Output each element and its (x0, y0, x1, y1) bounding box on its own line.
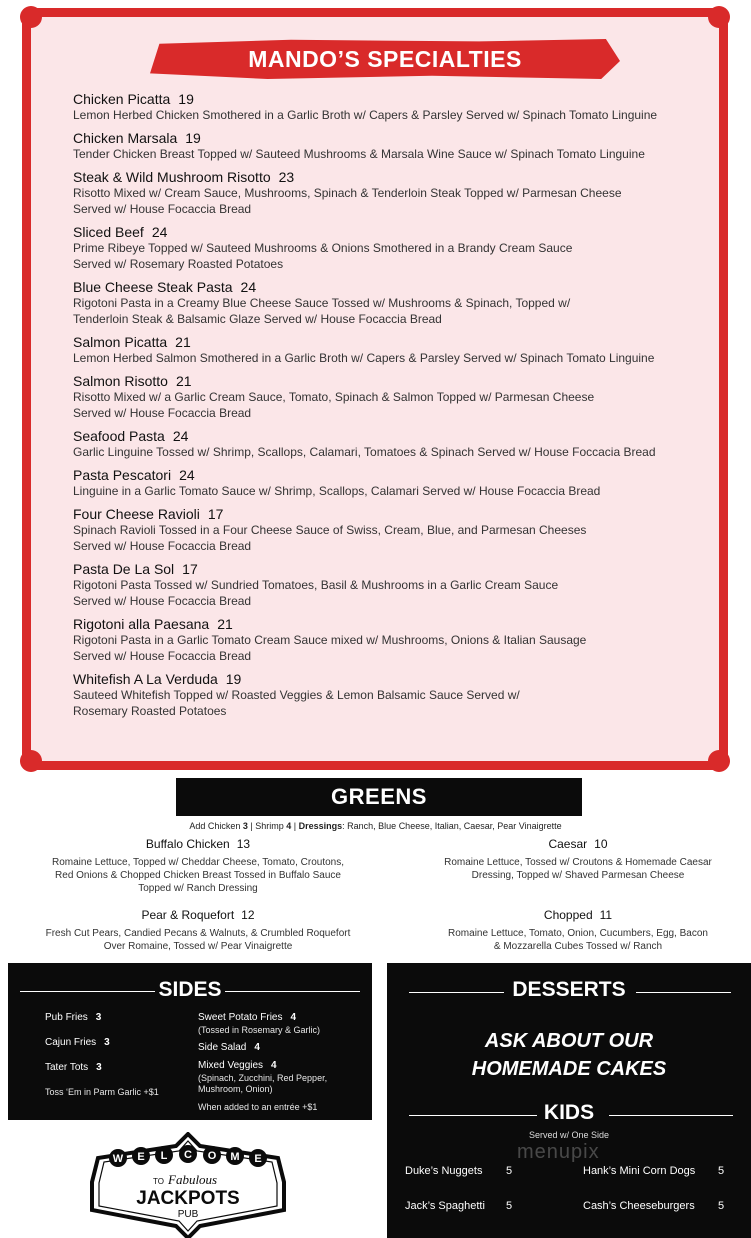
logo-letter: E (254, 1153, 262, 1165)
item-description: Served w/ Rosemary Roasted Potatoes (73, 257, 284, 271)
item-name: Sweet Potato Fries (198, 1012, 283, 1023)
item-description: Prime Ribeye Topped w/ Sauteed Mushrooms & Onions Smothered in a Brandy Cream Sauce (73, 241, 573, 255)
item-name: Pub Fries (45, 1012, 88, 1023)
divider (409, 992, 504, 993)
list-item (73, 279, 723, 327)
divider (636, 992, 731, 993)
item-description: Topped w/ Ranch Dressing (138, 883, 258, 894)
frame-corner (708, 6, 730, 28)
item-name: Pear & Roquefort (141, 908, 235, 922)
item-price: 3 (104, 1037, 110, 1048)
item-description: Served w/ House Focaccia Bread (73, 406, 252, 420)
item-price: 4 (271, 1060, 277, 1071)
item-name: Salmon Risotto (73, 373, 168, 389)
item-price: 3 (95, 1012, 102, 1023)
kids-item-name: Hank’s Mini Corn Dogs (583, 1165, 696, 1177)
item-name: Seafood Pasta (73, 428, 165, 444)
kids-item-name: Duke’s Nuggets (405, 1165, 483, 1177)
add-shrimp-label: | Shrimp (247, 821, 287, 831)
item-name: Rigotoni alla Paesana (73, 616, 210, 632)
item-description: Over Romaine, Tossed w/ Pear Vinaigrette (103, 941, 293, 952)
item-description: Tenderloin Steak & Balsamic Glaze Served w/ House Focaccia Bread (73, 312, 442, 326)
list-item (410, 908, 746, 953)
desserts-line: ASK ABOUT OUR (484, 1030, 654, 1052)
logo-letter: M (230, 1151, 240, 1163)
item-description: & Mozzarella Cubes Tossed w/ Ranch (493, 941, 663, 952)
kids-title: KIDS (543, 1101, 595, 1124)
divider (609, 1115, 733, 1116)
entree-upcharge-note: When added to an entrée +$1 (198, 1102, 318, 1112)
list-item (410, 837, 746, 882)
item-description: Risotto Mixed w/ a Garlic Cream Sauce, Tomato, Spinach & Salmon Topped w/ Parmesan Cheese (73, 390, 595, 404)
list-item (73, 91, 723, 123)
item-price: 24 (151, 224, 168, 240)
item-name: Cajun Fries (45, 1037, 97, 1048)
item-price: 24 (172, 428, 189, 444)
item-name: Four Cheese Ravioli (73, 506, 200, 522)
desserts-kids-panel (387, 963, 751, 1238)
logo-fabulous: Fabulous (168, 1172, 218, 1187)
add-chicken-label: Add Chicken (189, 821, 243, 831)
item-description: Served w/ House Focaccia Bread (73, 649, 252, 663)
item-heading (73, 91, 723, 107)
list-item (73, 169, 723, 217)
item-heading (30, 837, 366, 852)
item-heading (73, 506, 723, 522)
logo-letter: W (112, 1153, 124, 1165)
list-item (45, 1012, 101, 1024)
item-name: Steak & Wild Mushroom Risotto (73, 169, 271, 185)
list-item (198, 1012, 296, 1024)
item-description: Risotto Mixed w/ Cream Sauce, Mushrooms, Spinach & Tenderloin Steak Topped w/ Parmesan Cheese (73, 186, 622, 200)
item-heading (73, 616, 723, 632)
note-separator: | (291, 821, 299, 831)
kids-item-name: Cash’s Cheeseburgers (583, 1200, 695, 1212)
frame-corner (708, 750, 730, 772)
item-description: (Spinach, Zucchini, Red Pepper, (198, 1073, 328, 1083)
kids-item-price: 5 (718, 1165, 725, 1177)
desserts-line: HOMEMADE CAKES (471, 1058, 667, 1080)
item-description: Mushroom, Onion) (198, 1084, 273, 1094)
item-price: 4 (254, 1042, 260, 1053)
item-name: Chopped (543, 908, 593, 922)
divider (20, 991, 155, 992)
list-item (30, 908, 366, 953)
item-name: Salmon Picatta (73, 334, 168, 350)
kids-item-name: Jack’s Spaghetti (405, 1200, 485, 1212)
frame-corner (20, 6, 42, 28)
item-description: Served w/ House Focaccia Bread (73, 539, 252, 553)
item-description: Lemon Herbed Chicken Smothered in a Garlic Broth w/ Capers & Parsley Served w/ Spinach Tomato Linguine (73, 108, 658, 122)
item-name: Pasta De La Sol (73, 561, 175, 577)
sides-title: SIDES (158, 978, 222, 1001)
item-name: Mixed Veggies (198, 1060, 264, 1071)
divider (409, 1115, 537, 1116)
item-price: 21 (175, 334, 191, 350)
item-heading (73, 334, 723, 350)
item-heading (73, 561, 723, 577)
item-price: 4 (290, 1012, 297, 1023)
item-price: 19 (185, 130, 201, 146)
logo-letter: E (137, 1151, 145, 1163)
list-item (73, 130, 723, 162)
item-description: Romaine Lettuce, Tossed w/ Croutons & Homemade Caesar (444, 857, 712, 868)
logo-pub: PUB (177, 1209, 199, 1220)
logo-to: TO (153, 1177, 164, 1186)
logo-letter: O (207, 1150, 217, 1162)
item-price: 11 (599, 908, 613, 922)
frame-corner (20, 750, 42, 772)
add-chicken-price: 3 (242, 821, 248, 831)
kids-item-price: 5 (506, 1165, 513, 1177)
item-description: Served w/ House Focaccia Bread (73, 594, 252, 608)
item-heading (30, 908, 366, 923)
item-price: 19 (225, 671, 242, 687)
item-name: Tater Tots (45, 1062, 89, 1073)
item-description: Spinach Ravioli Tossed in a Four Cheese Sauce of Swiss, Cream, Blue, and Parmesan Cheeses (73, 523, 587, 537)
item-description: Dressing, Topped w/ Shaved Parmesan Cheese (471, 870, 685, 881)
item-name: Chicken Picatta (73, 91, 171, 107)
item-heading (73, 467, 723, 483)
item-price: 24 (240, 279, 257, 295)
item-heading (73, 428, 723, 444)
list-item (45, 1037, 110, 1049)
item-description: Romaine Lettuce, Tomato, Onion, Cucumbers, Egg, Bacon (448, 928, 708, 939)
desserts-message (387, 1027, 751, 1083)
item-description: Red Onions & Chopped Chicken Breast Tossed in Buffalo Sauce (55, 870, 341, 881)
item-description: Rigotoni Pasta Tossed w/ Sundried Tomatoes, Basil & Mushrooms in a Garlic Cream Sauce (73, 578, 559, 592)
item-name: Sliced Beef (73, 224, 144, 240)
list-item (73, 506, 723, 554)
item-description: Garlic Linguine Tossed w/ Shrimp, Scallops, Calamari, Tomatoes & Spinach Served w/ House Foccacia Bread (73, 445, 656, 459)
item-price: 17 (207, 506, 224, 522)
item-heading (410, 908, 746, 923)
item-price: 24 (179, 467, 195, 483)
logo-letter: L (160, 1150, 168, 1162)
item-heading (73, 279, 723, 295)
item-name: Pasta Pescatori (73, 467, 172, 483)
item-description: Linguine in a Garlic Tomato Sauce w/ Shrimp, Scallops, Calamari Served w/ House Focaccia Bread (73, 484, 601, 498)
item-price: 21 (175, 373, 192, 389)
list-item (198, 1060, 277, 1072)
list-item (73, 224, 723, 272)
item-description: Romaine Lettuce, Topped w/ Cheddar Cheese, Tomato, Croutons, (51, 857, 345, 868)
item-description: Tender Chicken Breast Topped w/ Sauteed Mushrooms & Marsala Wine Sauce w/ Spinach Tomato Linguine (73, 147, 645, 161)
item-description: Rigotoni Pasta in a Creamy Blue Cheese Sauce Tossed w/ Mushrooms & Spinach, Topped w/ (73, 296, 571, 310)
jackpots-pub-logo (88, 1132, 288, 1238)
item-description: Lemon Herbed Salmon Smothered in a Garlic Broth w/ Capers & Parsley Served w/ Spinach Tomato Linguine (73, 351, 655, 365)
greens-title: GREENS (176, 778, 582, 816)
list-item (30, 837, 366, 895)
item-price: 12 (241, 908, 255, 922)
kids-item-price: 5 (718, 1200, 725, 1212)
specialties-title: MANDO’S SPECIALTIES (248, 46, 522, 72)
dressings-label: Dressings (298, 821, 343, 831)
dressings-list: : Ranch, Blue Cheese, Italian, Caesar, Pear Vinaigrette (342, 821, 562, 831)
desserts-title: DESSERTS (512, 978, 626, 1001)
item-heading (73, 373, 723, 389)
kids-note: Served w/ One Side (528, 1130, 610, 1140)
sides-panel (8, 963, 372, 1120)
item-price: 3 (96, 1062, 102, 1073)
list-item (198, 1042, 260, 1054)
specialties-list (73, 91, 723, 726)
list-item (73, 467, 723, 499)
item-price: 10 (594, 837, 608, 851)
item-description: Rigotoni Pasta in a Garlic Tomato Cream Sauce mixed w/ Mushrooms, Onions & Italian Sausage (73, 633, 587, 647)
item-name: Side Salad (198, 1042, 247, 1053)
list-item (73, 373, 723, 421)
kids-item-price: 5 (506, 1200, 513, 1212)
add-shrimp-price: 4 (286, 821, 292, 831)
divider (225, 991, 360, 992)
item-heading (73, 169, 723, 185)
item-price: 19 (178, 91, 194, 107)
item-heading (73, 224, 723, 240)
list-item (73, 671, 723, 719)
list-item (45, 1062, 102, 1074)
item-description: Rosemary Roasted Potatoes (73, 704, 227, 718)
list-item (73, 428, 723, 460)
item-name: Chicken Marsala (73, 130, 178, 146)
item-name: Whitefish A La Verduda (73, 671, 218, 687)
item-price: 17 (182, 561, 198, 577)
item-price: 13 (236, 837, 251, 851)
item-name: Blue Cheese Steak Pasta (73, 279, 233, 295)
list-item (73, 334, 723, 366)
item-description: Served w/ House Focaccia Bread (73, 202, 252, 216)
item-heading (73, 671, 723, 687)
item-heading (73, 130, 723, 146)
item-description: Sauteed Whitefish Topped w/ Roasted Veggies & Lemon Balsamic Sauce Served w/ (73, 688, 520, 702)
item-price: 21 (217, 616, 233, 632)
item-heading (410, 837, 746, 852)
item-name: Caesar (548, 837, 588, 851)
item-price: 23 (278, 169, 295, 185)
item-description: (Tossed in Rosemary & Garlic) (198, 1025, 321, 1035)
item-name: Buffalo Chicken (145, 837, 230, 851)
greens-add-ons-note (0, 821, 751, 831)
list-item (73, 616, 723, 664)
list-item (73, 561, 723, 609)
logo-letter: C (184, 1149, 192, 1161)
watermark: menupix (517, 1141, 600, 1163)
parm-garlic-note: Toss ‘Em in Parm Garlic +$1 (45, 1087, 159, 1097)
logo-jackpots: JACKPOTS (136, 1188, 240, 1209)
item-description: Fresh Cut Pears, Candied Pecans & Walnuts, & Crumbled Roquefort (45, 928, 351, 939)
